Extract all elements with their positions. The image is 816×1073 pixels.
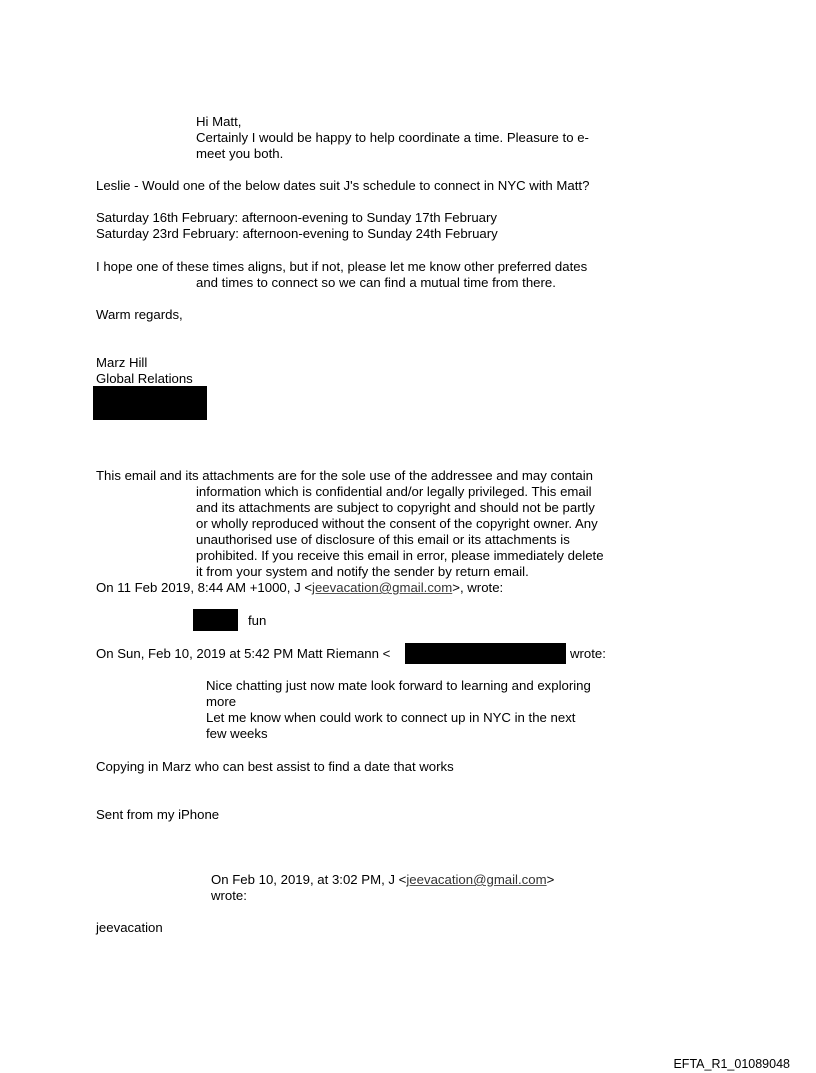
sent-from: Sent from my iPhone	[96, 807, 220, 822]
quote-wrote: wrote:	[211, 888, 247, 903]
disclaimer-line: unauthorised use of disclosure of this email or its attachments is	[196, 532, 570, 547]
disclaimer-line: it from your system and notify the sender by return email.	[196, 564, 529, 579]
date-option: Saturday 16th February: afternoon-evening to Sunday 17th February	[96, 210, 498, 225]
body-line: Certainly I would be happy to help coordinate a time. Pleasure to e-	[196, 130, 589, 145]
body-line: Copying in Marz who can best assist to find a date that works	[96, 759, 454, 774]
document-id: EFTA_R1_01089048	[673, 1057, 790, 1071]
email-link[interactable]: jeevacation@gmail.com	[312, 580, 453, 595]
body-line: meet you both.	[196, 146, 284, 161]
quote-header: On Feb 10, 2019, at 3:02 PM, J <jeevacation@gmail.com>	[211, 872, 555, 887]
body-line: I hope one of these times aligns, but if not, please let me know other preferred dates	[96, 259, 588, 274]
redaction-block	[193, 609, 238, 631]
quote-header: On Sun, Feb 10, 2019 at 5:42 PM Matt Riemann <	[96, 646, 391, 661]
date-option: Saturday 23rd February: afternoon-evening to Sunday 24th February	[96, 226, 498, 241]
disclaimer-line: information which is confidential and/or legally privileged. This email	[196, 484, 592, 499]
signature-name: Marz Hill	[96, 355, 148, 370]
leslie-question: Leslie - Would one of the below dates suit J's schedule to connect in NYC with Matt?	[96, 178, 590, 193]
signature-title: Global Relations	[96, 371, 193, 386]
email-link[interactable]: jeevacation@gmail.com	[406, 872, 547, 887]
disclaimer-line: This email and its attachments are for the sole use of the addressee and may contain	[96, 468, 594, 483]
disclaimer-line: and its attachments are subject to copyright and should not be partly	[196, 500, 595, 515]
redaction-block	[405, 643, 566, 664]
redaction-block	[93, 386, 207, 420]
disclaimer-line: or wholly reproduced without the consent of the copyright owner. Any	[196, 516, 598, 531]
quote-header: On 11 Feb 2019, 8:44 AM +1000, J <jeevacation@gmail.com>, wrote:	[96, 580, 504, 595]
quoted-line: few weeks	[206, 726, 268, 741]
fun-text: fun	[248, 613, 267, 628]
quote-wrote: wrote:	[570, 646, 606, 661]
quoted-line: more	[206, 694, 237, 709]
quoted-line: Nice chatting just now mate look forward to learning and exploring	[206, 678, 591, 693]
body-line: and times to connect so we can find a mutual time from there.	[196, 275, 556, 290]
quoted-line: Let me know when could work to connect up in NYC in the next	[206, 710, 576, 725]
signoff: Warm regards,	[96, 307, 183, 322]
signature-j: jeevacation	[96, 920, 163, 935]
greeting: Hi Matt,	[196, 114, 242, 129]
disclaimer-line: prohibited. If you receive this email in error, please immediately delete	[196, 548, 604, 563]
